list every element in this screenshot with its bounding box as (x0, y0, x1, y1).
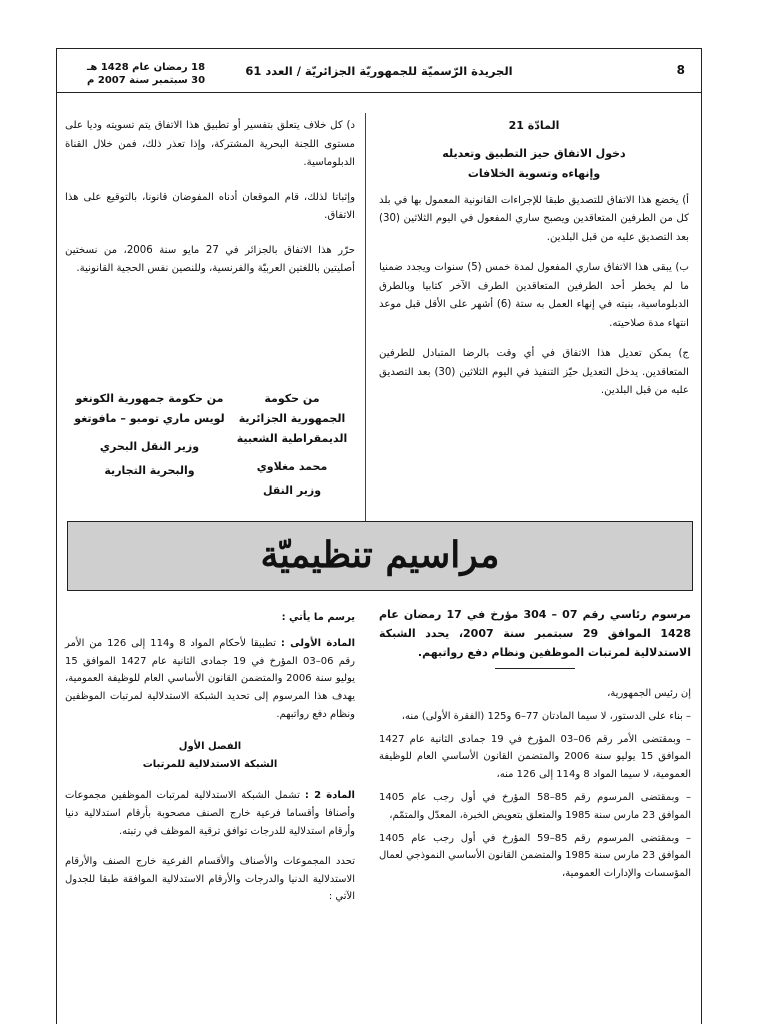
section-banner (67, 521, 693, 591)
sig-congo-title1: وزير النقل البحري (99, 440, 200, 453)
decree-visa-3: – وبمقتضى المرسوم رقم 85–58 المؤرخ في أول رجب عام 1405 الموافق 23 مارس سنة 1985 والمتعلق بتعويض الخبرة، المعدّل والمتمّم، (379, 791, 691, 821)
article-21-subheading-2: وإنهاءه وتسوية الخلافات (467, 166, 601, 180)
sig-algeria-line1: من حكومة (264, 392, 320, 405)
decree-president: إن رئيس الجمهورية، (607, 688, 691, 699)
chapter-heading: الفصل الأول (178, 740, 242, 752)
article-21-para-a: أ) يخضع هذا الاتفاق للتصديق طبقا للإجراءات القانونية المعمول بها في بلد كل من الطرفين المتعاقدين ويصبح ساري المفعول في اليوم الثلاثين (30) بعد التصديق عليه من قبل البلدين. (379, 194, 689, 243)
chapter-title: الشبكة الاستدلالية للمرتبات (142, 758, 278, 770)
title-underline (495, 668, 575, 669)
signature-algeria (227, 389, 357, 501)
gazette-page (56, 48, 702, 1024)
article-2-label: المادة 2 : (304, 790, 355, 802)
article-21-column (379, 117, 689, 413)
decree-title: مرسوم رئاسي رقم 07 – 304 مؤرخ في 17 رمضان عام 1428 الموافق 29 سبتمبر سنة 2007، يحدد الشبكة الاستدلالية لمرتبات الموظفين ونظام دفع رواتبهم. (379, 608, 691, 659)
sig-algeria-title: وزير النقل (262, 484, 322, 497)
column-divider (365, 113, 366, 553)
banner-title: مراسيم تنظيميّة (260, 534, 500, 576)
sig-congo-name: لويس ماري تومبو – مافوتغو (74, 412, 225, 425)
para-done-at: حرّر هذا الاتفاق بالجزائر في 27 مايو سنة 2006، من نسختين أصليتين باللغتين العربيّة والفرنسية، وللنصين نفس الحجية القانونية. (65, 244, 355, 274)
para-d-disputes: د) كل خلاف يتعلق بتفسير أو تطبيق هذا الاتفاق يتم تسويته وديا على مستوى اللجنة البحرية المشتركة، وإذا تعذر ذلك، فمن خلال القناة الدبلوماسية. (65, 120, 355, 168)
decree-body-column (65, 609, 355, 918)
article-21-subheading-1: دخول الاتفاق حيز التطبيق وتعديله (442, 146, 626, 160)
article-1-text: تطبيقا لأحكام المواد 8 و114 إلى 126 من الأمر رقم 06–03 المؤرخ في 19 جمادى الثانية عام 1427 الموافق 15 يوليو سنة 2006 والمتضمن القانون الأساسي العام للوظيفة العمومية، يهدف هذا المرسوم إلى تحديد الشبكة الاستدلالية لمرتبات الموظفين ونظام دفع رواتبهم. (65, 637, 355, 720)
article-2-text: تشمل الشبكة الاستدلالية لمرتبات الموظفين مجموعات وأصنافا وأقساما فرعية خارج الصنف مصحوبة بأرقام استدلالية دنيا وأرقام استدلالية للدرجات توافق ترقية الموظف في رتبته. (65, 790, 355, 837)
decree-visa-1: – بناء على الدستور، لا سيما المادتان 77–6 و125 (الفقرة الأولى) منه، (401, 710, 691, 722)
decree-visa-4: – وبمقتضى المرسوم رقم 85–59 المؤرخ في أول رجب عام 1405 الموافق 23 مارس سنة 1985 والمتضمن القانون الأساسي النموذجي لعمال المؤسسات والإدارات العمومية، (379, 832, 692, 880)
page-header (57, 49, 701, 93)
header-title: الجريدة الرّسميّة للجمهوريّة الجزائريّة / العدد 61 (245, 64, 513, 78)
article-21-heading: المادّة 21 (508, 119, 560, 132)
sig-algeria-line3: الديمقراطية الشعبية (236, 432, 348, 445)
article-21-para-c: ج) يمكن تعديل هذا الاتفاق في أي وقت بالرضا المتبادل للطرفين المتعاقدين. يدخل التعديل حيّز التنفيذ في اليوم الثلاثين (30) بعد التصديق عليه من قبل البلدين. (379, 348, 689, 396)
article-21-para-b: ب) يبقى هذا الاتفاق ساري المفعول لمدة خمس (5) سنوات ويجدد ضمنيا ما لم يخطر أحد الطرفين المتعاقدين الطرف الآخر كتابيا وبالطرق الدبلوماسية، بنيته في إنهاء العمل به ستة (6) أشهر على الأقل قبل موعد انتهاء مدة صلاحيته. (379, 262, 690, 329)
signature-congo (67, 389, 232, 481)
decree-column (379, 605, 691, 888)
agreement-end-column (65, 117, 355, 291)
header-date-gregorian: 30 سبتمبر سنة 2007 م (87, 75, 206, 86)
article-2-table-intro: تحدد المجموعات والأصناف والأقسام الفرعية خارج الصنف والأرقام الاستدلالية الدنيا والدرجات والأرقام الاستدلالية الموافقة طبقا للجدول الآتي : (65, 855, 355, 903)
decrees-heading: يرسم ما يأتي : (281, 612, 355, 623)
page-number: 8 (676, 63, 685, 77)
header-date-hijri: 18 رمضان عام 1428 هـ (87, 62, 206, 73)
sig-congo-title2: والبحرية التجارية (104, 464, 195, 477)
sig-algeria-line2: الجمهورية الجزائرية (238, 412, 346, 425)
decree-visa-2: – وبمقتضى الأمر رقم 06–03 المؤرخ في 19 جمادى الثانية عام 1427 الموافق 15 يوليو سنة 2006 والمتضمن القانون الأساسي العام للوظيفة العمومية، لا سيما المواد 8 و114 إلى 126 منه، (379, 733, 691, 781)
para-witness: وإثباتا لذلك، قام الموقعان أدناه المفوضان قانونا، بالتوقيع على هذا الاتفاق. (65, 191, 355, 221)
sig-algeria-name: محمد مغلاوي (256, 460, 328, 473)
article-1-label: المادة الأولى : (280, 637, 355, 649)
sig-congo-line1: من حكومة جمهورية الكونغو (75, 392, 224, 405)
